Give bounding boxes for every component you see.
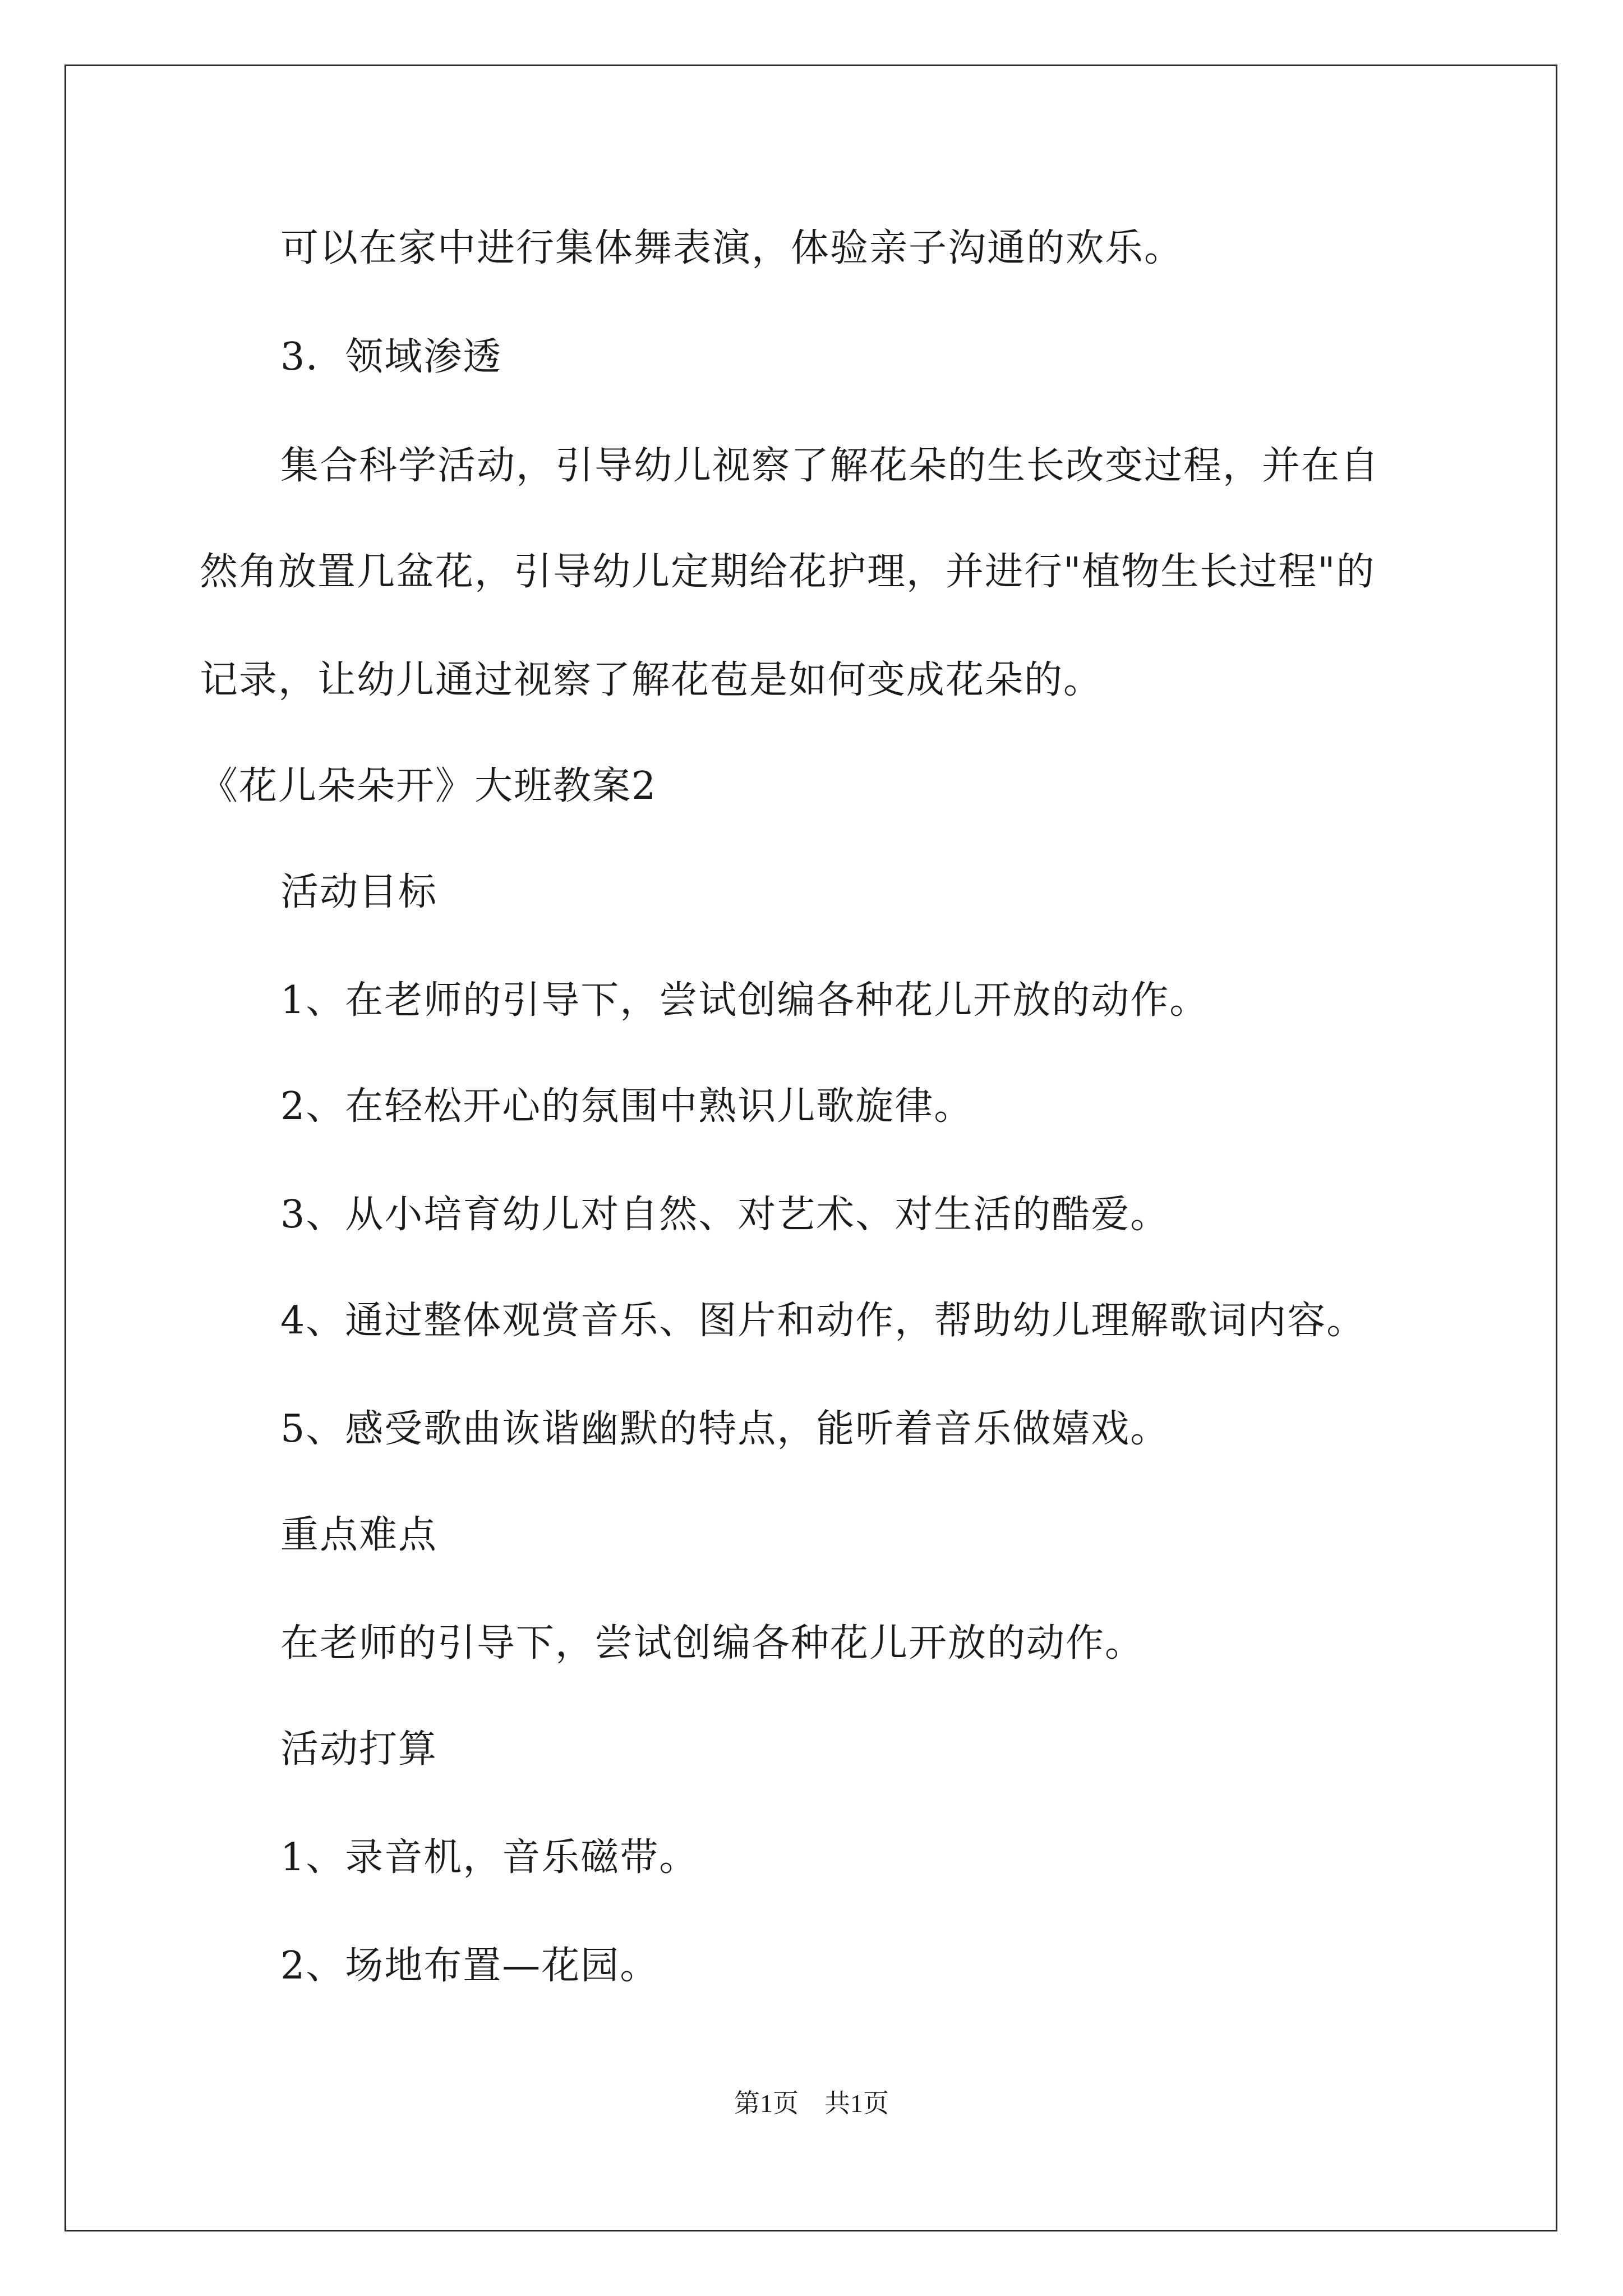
lesson-title: 《花儿朵朵开》大班教案2: [200, 764, 657, 808]
list-item: 3、从小培育幼儿对自然、对艺术、对生活的酷爱。: [280, 1193, 1170, 1237]
list-item: 5、感受歌曲诙谐幽默的特点，能听着音乐做嬉戏。: [280, 1407, 1170, 1451]
page-border: [64, 65, 1557, 2231]
list-item: 1、录音机，音乐磁带。: [280, 1835, 699, 1880]
paragraph-text: 记录，让幼儿通过视察了解花苞是如何变成花朵的。: [200, 658, 1103, 702]
section-heading: 活动目标: [280, 870, 438, 914]
paragraph-text: 然角放置几盆花，引导幼儿定期给花护理，并进行"植物生长过程"的: [200, 550, 1376, 594]
list-item: 2、场地布置—花园。: [280, 1944, 660, 1988]
list-item: 4、通过整体观赏音乐、图片和动作，帮助幼儿理解歌词内容。: [280, 1299, 1366, 1343]
paragraph-text: 在老师的引导下，尝试创编各种花儿开放的动作。: [280, 1621, 1145, 1665]
paragraph-text: 可以在家中进行集体舞表演，体验亲子沟通的欢乐。: [280, 226, 1184, 270]
paragraph-text: 集合科学活动，引导幼儿视察了解花朵的生长改变过程，并在自: [280, 444, 1380, 488]
section-heading: 重点难点: [280, 1513, 438, 1557]
page-number: 第1页 共1页: [734, 2089, 889, 2118]
list-item: 1、在老师的引导下，尝试创编各种花儿开放的动作。: [280, 978, 1209, 1023]
section-heading: 3．领域渗透: [280, 335, 502, 379]
list-item: 2、在轻松开心的氛围中熟识儿歌旋律。: [280, 1084, 974, 1129]
section-heading: 活动打算: [280, 1727, 438, 1772]
